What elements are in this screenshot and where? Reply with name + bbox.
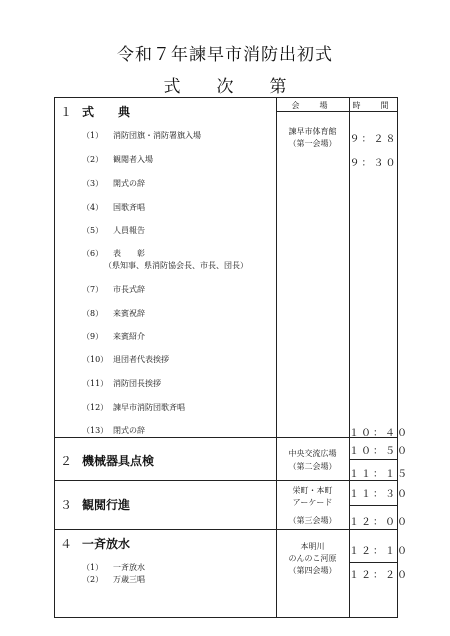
list-item-sublabel: （県知事、県消防協会長、市長、団長） [104,261,248,270]
list-item-label: 来賓紹介 [113,332,145,341]
list-item-no: （1） [82,131,104,140]
section-2-venue-name: 中央交流広場 [288,449,337,458]
section-4-label: 一斉放水 [82,537,131,551]
list-item-no: （8） [82,309,104,318]
header-divider [276,111,398,112]
section-4-number: ４ [60,537,73,551]
list-item-label: 消防団旗・消防署旗入場 [113,131,201,140]
header-time: 時 間 [352,101,395,110]
list-item-label: 万歳三唱 [113,575,145,584]
section-2-venue-hall: （第二会場） [288,462,337,471]
list-item-no: （2） [82,575,104,584]
section-divider-3 [54,529,398,530]
list-item-label: 諫早市消防団歌斉唱 [113,403,185,412]
list-item-no: （5） [82,226,104,235]
section-1-label: 式 典 [82,105,131,119]
section-2-label: 機械器具点検 [82,454,155,468]
section-1-venue-name: 諫早市体育館 [288,127,337,136]
list-item-no: （3） [82,179,104,188]
section-4-venue-name: 本明川 [300,542,325,551]
document-title: 令和７年諫早市消防出初式 [117,45,333,65]
list-item-label: 退団者代表挨拶 [113,355,169,364]
section-divider-1 [54,437,398,438]
column-divider-time [349,97,350,618]
list-item-label: 表 彰 [113,249,145,258]
section-3-venue-name-2: アーケード [292,498,333,507]
section-3-number: ３ [60,498,73,512]
list-item-no: （10） [82,355,109,364]
section-3-label: 観閲行進 [82,498,131,512]
list-item-label: 国歌斉唱 [113,203,145,212]
time-value: １０：４０ [349,428,409,439]
list-item-no: （12） [82,403,109,412]
time-value: ９：２８ [349,134,398,145]
list-item-label: 市長式辞 [113,285,145,294]
column-divider-venue [276,97,277,618]
time-value: １０：５０ [349,446,409,457]
time-value: １２：００ [349,517,409,528]
list-item-no: （4） [82,203,104,212]
list-item-label: 消防団長挨拶 [113,379,161,388]
time-divider-a [349,459,398,460]
list-item-no: （7） [82,285,104,294]
time-value: １２：１０ [349,546,409,557]
list-item-label: 来賓祝辞 [113,309,145,318]
list-item-no: （9） [82,332,104,341]
list-item-label: 開式の辞 [113,179,145,188]
list-item-no: （13） [82,426,109,435]
section-1-venue-hall: （第一会場） [288,139,337,148]
section-4-venue-hall: （第四会場） [288,566,337,575]
section-1-number: １ [60,105,73,119]
section-3-venue-name: 栄町・本町 [292,486,333,495]
section-4-venue-name-2: のんのこ河原 [288,554,337,563]
list-item-no: （11） [82,379,109,388]
list-item-label: 観閲者入場 [113,155,153,164]
section-3-venue-hall: （第三会場） [288,516,337,525]
list-item-label: 人員報告 [113,226,145,235]
list-item-label: 閉式の辞 [113,426,145,435]
section-2-number: ２ [60,454,73,468]
header-venue: 会 場 [291,101,334,110]
list-item-no: （1） [82,563,104,572]
section-divider-2 [54,480,398,481]
time-divider-b [349,505,398,506]
list-item-no: （6） [82,249,104,258]
time-value: １１：３０ [349,489,409,500]
time-value: １１：１５ [349,469,409,480]
time-divider-c [349,562,398,563]
time-value: ９：３０ [349,158,398,169]
list-item-label: 一斉放水 [113,563,145,572]
document-subtitle: 式次第 [163,77,323,97]
list-item-no: （2） [82,155,104,164]
time-value: １２：２０ [349,570,409,581]
